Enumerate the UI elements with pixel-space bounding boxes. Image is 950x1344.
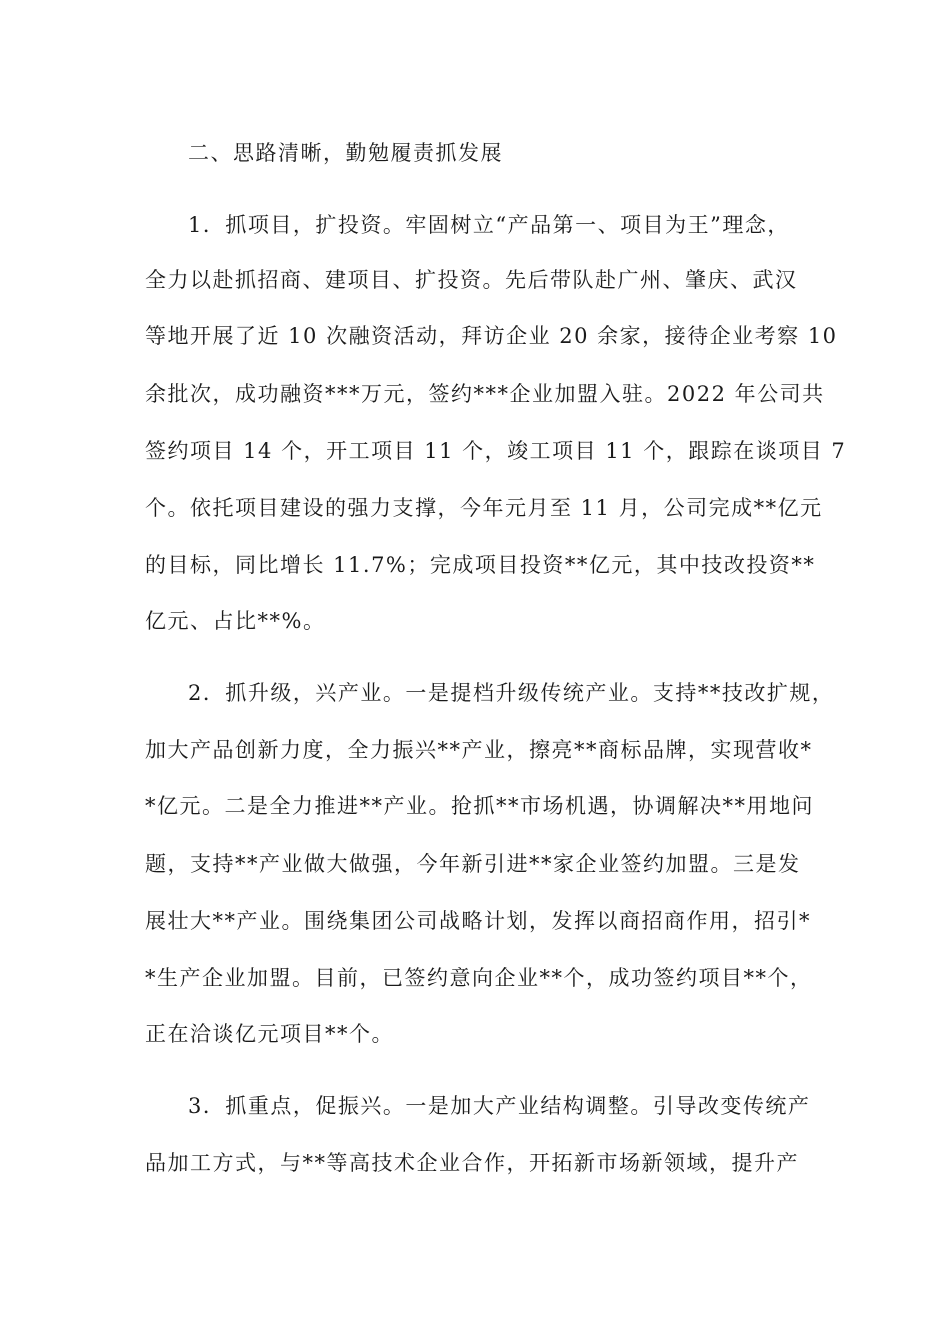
section-heading: 二、思路清晰，勤勉履责抓发展 [188,141,503,165]
paragraph-line: 全力以赴抓招商、建项目、扩投资。先后带队赴广州、肇庆、武汉 [145,268,798,292]
paragraph-line: 2．抓升级，兴产业。一是提档升级传统产业。支持**技改扩规， [188,681,835,705]
paragraph-line: 余批次，成功融资***万元，签约***企业加盟入驻。2022 年公司共 [145,382,825,406]
paragraph-line: 亿元、占比**%。 [145,609,326,633]
paragraph-line: *生产企业加盟。目前，已签约意向企业**个，成功签约项目**个， [145,966,813,990]
paragraph-line: 品加工方式，与**等高技术企业合作，开拓新市场新领域，提升产 [145,1151,799,1175]
paragraph-line: 题，支持**产业做大做强，今年新引进**家企业签约加盟。三是发 [145,852,801,876]
paragraph-line: 3．抓重点，促振兴。一是加大产业结构调整。引导改变传统产 [188,1094,811,1118]
paragraph-line: 签约项目 14 个，开工项目 11 个，竣工项目 11 个，跟踪在谈项目 7 [145,439,847,463]
paragraph-line: *亿元。二是全力推进**产业。抢抓**市场机遇，协调解决**用地问 [145,794,814,818]
paragraph-line: 1．抓项目，扩投资。牢固树立“产品第一、项目为王”理念， [188,213,790,237]
paragraph-line: 正在洽谈亿元项目**个。 [145,1022,394,1046]
paragraph-line: 的目标，同比增长 11.7%；完成项目投资**亿元，其中技改投资** [145,553,816,577]
paragraph-line: 加大产品创新力度，全力振兴**产业，擦亮**商标品牌，实现营收* [145,738,813,762]
paragraph-line: 个。依托项目建设的强力支撑，今年元月至 11 月，公司完成**亿元 [145,496,823,520]
paragraph-line: 展壮大**产业。围绕集团公司战略计划，发挥以商招商作用，招引* [145,909,811,933]
paragraph-line: 等地开展了近 10 次融资活动，拜访企业 20 余家，接待企业考察 10 [145,324,838,348]
